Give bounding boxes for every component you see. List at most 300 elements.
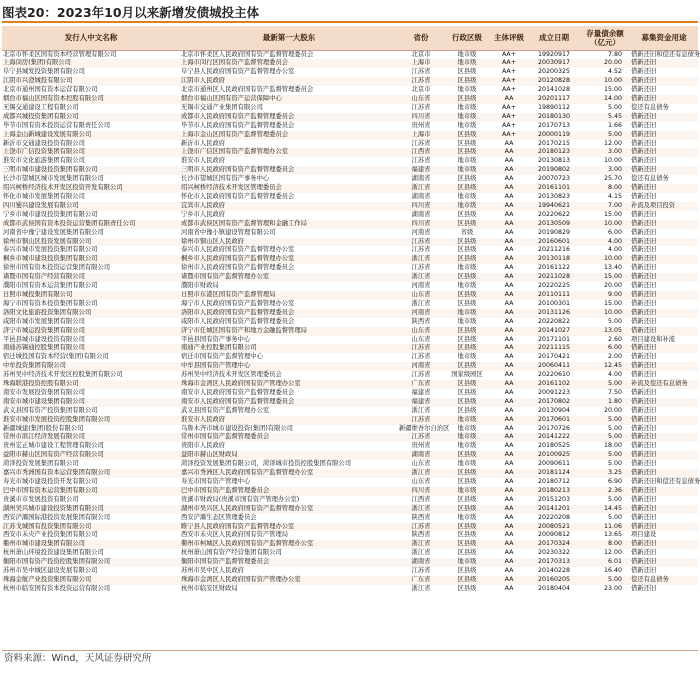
table-cell: 20130118 [528,255,580,264]
table-cell: 珠海市金湾区人民政府国有资产管理办公室 [180,576,398,585]
table-cell: 借新还旧 [631,121,657,129]
table-cell: 区县级 [457,210,477,218]
table-cell: 省级 [460,228,474,236]
table-cell: 江苏省 [398,344,444,353]
table-cell: 地市级 [444,416,490,425]
table-cell: 20170313 [528,558,580,567]
table-cell: AA [490,523,528,532]
table-cell: AA [504,567,514,575]
table-cell: 5.00 [607,495,622,503]
table-cell: 5.00 [580,416,630,425]
table-cell: 地市级 [444,113,490,122]
table-cell: AA [504,157,514,165]
table-cell: 广东省 [398,576,444,585]
table-row [2,291,698,300]
table-cell: AA [504,193,514,200]
table-cell: 5.45 [580,113,630,122]
table-cell: 20190802 [528,166,580,175]
table-cell: 四川省 [398,487,444,496]
table-row [2,264,698,273]
table-cell: 20171101 [537,335,571,343]
table-cell: 江苏省 [411,68,431,76]
table-row [2,86,698,95]
col-header-shareholder: 最新第一大股东 [180,26,398,50]
table-cell: 三明市城市建设投资集团有限公司 [2,166,180,175]
table-cell: 地市级 [444,202,490,211]
table-cell: 珠海联港投资控股有限公司 [2,380,180,389]
table-cell: 区县级 [444,344,490,353]
table-cell: 西安浐灞国际港投资发展集团有限公司 [3,513,111,521]
table-cell: 20091223 [537,388,571,396]
table-cell: 成都兴城投资集团有限公司 [2,113,180,122]
col-header-balance: 存量债余额（亿元） [580,26,630,50]
table-row [2,327,698,336]
table-cell: 10.00 [580,255,630,264]
table-cell: 贵阳市人民政府 [181,442,226,450]
table-cell: 借新还旧 [630,148,698,157]
table-cell: 23.00 [603,584,622,592]
table-cell: 山东省 [411,460,431,468]
table-cell: 北京市 [411,50,431,58]
table-cell: 上海金山新城建设发展有限公司 [2,131,180,140]
table-cell: 18.00 [603,442,622,450]
table-cell: 借新还旧 [631,68,657,76]
table-cell: 4.00 [607,371,622,379]
table-cell: 区县级 [444,469,490,478]
table-row [2,460,698,469]
table-cell: 江苏省 [411,103,431,111]
table-cell: 陕西省 [411,317,431,325]
table-cell: 10.00 [580,309,630,318]
table-cell: 咸阳市城市发展集团有限公司 [3,317,85,325]
table-cell: 5.00 [580,433,630,442]
table-cell: 20170215 [537,139,571,147]
table-cell: 日照市东港区国有资产监督管理局 [180,291,398,300]
table-cell: 借新还旧 [631,210,657,218]
table-cell: 淮安市人民政府 [180,416,398,425]
table-row [2,425,698,434]
table-cell: 无锡交通建设工程有限公司 [3,103,79,111]
table-cell: 乌鲁木齐市城市建设投资(集团)有限公司 [181,424,293,432]
table-row [2,549,698,558]
table-cell: 借新还旧 [630,523,698,532]
table-cell: 洛阳市人民政府国有资产监督管理委员会 [180,309,398,318]
table-cell: 宜宾市人民政府 [180,202,398,211]
table-row [2,202,698,211]
table-cell: AA [504,424,514,432]
table-cell: 湖南省 [411,175,431,183]
table-cell: 贵溪市财政局(贵溪市国有资产管理办公室) [181,495,300,503]
table-cell: 区县级 [457,531,477,539]
table-cell: 借新还旧 [631,193,657,200]
table-cell: 借新还旧 [630,113,698,122]
table-cell: 四川蜀兴建设发展有限公司 [2,202,180,211]
table-cell: 15.00 [603,299,622,307]
table-cell: AA [490,95,528,104]
table-cell: AA [504,495,514,503]
table-row [2,246,698,255]
table-cell: 江苏省 [398,77,444,86]
table-cell: 借新还旧和偿还有息债务 [631,478,700,485]
table-cell: 四川省 [398,202,444,211]
table-cell: 区县级 [444,238,490,247]
table-cell: 睢宁县人民政府国有资产监督管理办公室 [180,523,398,532]
table-cell: 珠海市金湾区人民政府国有资产管理办公室 [180,380,398,389]
table-cell: 20180123 [528,148,580,157]
table-row [2,514,698,523]
table-cell: 20230322 [537,549,571,557]
table-cell: 1.80 [580,398,630,407]
table-cell: AA [504,246,514,254]
table-cell: AA+ [490,77,528,86]
table-cell: 泰兴市人民政府国有资产监督管理办公室 [181,246,295,254]
table-cell: 6.01 [580,558,630,567]
table-cell: 19920917 [537,50,571,58]
table-cell: 湖州市吴兴区人民政府国有资产监督管理办公室 [180,505,398,514]
table-cell: 借新还旧 [631,442,657,450]
table-cell: 3.00 [580,148,630,157]
table-cell: 山东省 [411,335,431,343]
table-row [2,175,698,184]
table-cell: 区县级 [444,148,490,157]
table-row [2,77,698,86]
table-cell: AA [504,175,514,183]
table-cell: 浙江省 [398,469,444,478]
table-cell: 9.00 [580,291,630,300]
table-cell: 宁乡市城市建设投资集团有限公司 [3,210,98,218]
table-cell: 5.00 [580,451,630,460]
table-row [2,416,698,425]
table-cell: 借新还旧 [630,398,698,407]
table-cell: 衢州市城市建设集团有限公司 [2,540,180,549]
table-cell: AA [504,549,514,557]
table-cell: 借新还旧 [631,460,657,468]
table-cell: 10.00 [603,157,622,165]
table-cell: 6.00 [607,228,622,236]
table-cell: 四川省 [398,113,444,122]
table-cell: 16.40 [603,567,622,575]
table-cell: 借新还旧 [630,255,698,264]
table-row [2,273,698,282]
table-cell: 20131126 [528,309,580,318]
table-cell: 武义县国有资产监督管理办公室 [181,406,270,414]
table-cell: 20180404 [537,584,571,592]
table-cell: 借新还旧 [630,416,698,425]
table-cell: 地市级 [457,424,477,432]
table-cell: 南安市城市建设集团有限公司 [2,398,180,407]
col-header-province: 省份 [398,26,444,50]
source-note: 资料来源：Wind，天风证券研究所 [4,653,152,664]
table-cell: 20161102 [528,380,580,389]
table-cell: 20170601 [528,416,580,425]
table-cell: 三明市人民政府国有资产监督管理委员会 [180,166,398,175]
table-cell: 四川省 [398,220,444,229]
table-cell: 20170726 [537,424,571,432]
table-cell: 江苏省 [411,371,431,379]
table-cell: 借新还旧 [630,433,698,442]
table-cell: 巴中市国有资产监督管理委员会 [180,487,398,496]
table-cell: 江苏省 [398,433,444,442]
table-cell: 衡阳市国有资产投资控股集团有限公司 [2,558,180,567]
table-cell: 区县级 [444,398,490,407]
table-cell: 区县级 [457,246,477,254]
table-cell: 区县级 [444,77,490,86]
table-cell: 福建省 [398,166,444,175]
table-cell: 区县级 [444,523,490,532]
table-cell: 诸暨市国有资产监督管理办公室 [180,273,398,282]
table-cell: 新沂市交通建设投资有限公司 [3,139,85,147]
table-row [2,50,698,59]
table-cell: 10.00 [580,77,630,86]
table-cell: 济宁市任城区国有资产和地方金融监督管理局 [180,327,398,336]
table-cell: 5.00 [580,131,630,140]
table-cell: 江苏省 [398,523,444,532]
table-cell: 江苏省 [411,567,431,575]
table-cell: 借新还旧 [631,549,657,557]
table-cell: AA [490,576,528,585]
table-cell: 12.00 [603,549,622,557]
table-cell: 河南省 [411,228,431,236]
table-cell: 20141222 [528,433,580,442]
table-cell: 20170802 [528,398,580,407]
table-row [2,318,698,327]
table-row [2,59,698,68]
table-cell: 山东省 [411,478,431,485]
table-cell: 20100301 [537,299,571,307]
table-cell: 上饶市广信投资集团有限公司 [2,148,180,157]
table-row [2,567,698,576]
table-row [2,157,698,166]
table-cell: 借新还旧 [630,505,698,514]
table-cell: 地市级 [457,193,477,200]
table-cell: 宿迁城投国有资本经营(集团)有限公司 [3,353,109,361]
table-cell: 借新还旧 [630,166,698,175]
table-cell: 20140228 [537,567,571,575]
table-cell: 徐州市人民政府国有资产监督管理委员会 [181,264,295,272]
table-row [2,229,698,238]
table-cell: 毕节市国有资本投资运营有限责任公司 [3,121,111,129]
table-cell: 湖南省 [411,193,431,200]
table-cell: 浙江省 [398,505,444,514]
table-cell: AA [490,558,528,567]
table-cell: 5.00 [607,513,622,521]
table-cell: AA [504,513,514,521]
table-cell: 3.00 [580,166,630,175]
table-cell: 15.00 [603,86,622,94]
table-cell: AA [490,238,528,247]
table-cell: AA [504,406,514,414]
table-cell: 4.15 [607,193,622,200]
table-cell: AA [490,291,528,300]
table-cell: 区县级 [444,327,490,336]
table-cell: 19890112 [537,103,571,111]
table-cell: 13.05 [580,327,630,336]
table-cell: 浙江省 [398,255,444,264]
table-cell: 借新还旧 [630,59,698,68]
table-cell: 13.65 [603,531,622,539]
table-cell: AA+ [501,68,517,76]
table-cell: 12.00 [603,139,622,147]
table-cell: 北京市通州区人民政府国有资产监督管理委员会 [181,86,314,94]
table-cell: 借新还旧 [630,558,698,567]
table-cell: 浙江省 [398,540,444,549]
col-header-use-of-funds: 募集资金用途 [630,26,698,50]
table-cell: 借新还旧 [630,451,698,460]
table-cell: 借新还旧 [630,131,698,140]
table-cell: 15.00 [580,273,630,282]
table-cell: 山东省 [398,327,444,336]
table-cell: 中牟投资集团有限公司 [2,362,180,371]
table-cell: 杭州萧山环境投资建设集团有限公司 [3,549,104,557]
table-cell: 菏泽投资发展集团有限公司，菏泽城市投资控股集团有限公司 [181,460,352,468]
table-cell: AA [490,416,528,425]
table-cell: 区县级 [457,406,477,414]
table-cell: 福建省 [411,388,431,396]
table-row [2,122,698,131]
table-cell: 20211115 [528,344,580,353]
table-cell: 项目建设和补流 [631,335,676,343]
table-cell: 20141028 [537,86,571,94]
table-cell: 20151203 [537,495,571,503]
table-cell: 借新还旧 [630,362,698,371]
table-cell: 江西省 [398,148,444,157]
col-header-admin-level: 行政区级 [444,26,490,50]
table-cell: 补流及偿还有息债务 [630,380,698,389]
issuer-table-container [2,26,698,594]
table-header-row [2,26,698,50]
table-cell: 20110111 [528,291,580,300]
table-cell: 河南省 [398,362,444,371]
table-cell: 借新还旧 [630,77,698,86]
table-cell: 濮阳市财政局 [181,282,219,290]
table-cell: 20090812 [537,531,571,539]
table-cell: 20141201 [528,505,580,514]
table-row [2,140,698,149]
table-row [2,353,698,362]
table-cell: 菏泽投资发展集团有限公司 [3,460,79,468]
table-cell: 贵州省 [411,442,431,450]
table-cell: 平邑县城市建设投资有限公司 [3,335,85,343]
table-cell: 借新还旧 [631,513,657,521]
table-cell: AA [504,210,514,218]
table-cell: AA [504,460,514,468]
table-cell: 地市级 [457,103,477,111]
table-cell: 地市级 [457,86,477,94]
table-cell: 20181124 [528,469,580,478]
table-cell: 珠海金航产业投资集团有限公司 [2,576,180,585]
table-cell: 1.66 [607,121,622,129]
table-cell: 5.00 [580,380,630,389]
table-body [2,50,698,594]
table-cell: 区县级 [444,255,490,264]
table-cell: 咸阳市人民政府国有资产监督管理委员会 [181,317,295,325]
table-cell: 长沙市望城区城市发展集团有限公司 [3,175,104,183]
table-cell: 桐乡市城市建设投资集团有限公司 [2,255,180,264]
table-cell: 借新还旧和偿还有息债务 [631,50,700,58]
table-row [2,344,698,353]
table-cell: 14.45 [580,505,630,514]
table-cell: 江苏省 [398,416,444,425]
table-cell: 海宁市国有资本投资集团有限公司 [3,299,98,307]
table-cell: 地市级 [457,442,477,450]
table-cell: 地市级 [457,282,477,290]
table-cell: 河南省中豫小镇建设管理有限公司 [181,228,276,236]
table-cell: 地市级 [457,121,477,129]
table-cell: 借新还旧 [631,246,657,254]
table-cell: 借新还旧 [630,184,698,193]
table-cell: 区县级 [457,388,477,396]
table-cell: 区县级 [444,131,490,140]
table-cell: 补流及项目投资 [630,202,698,211]
table-row [2,442,698,451]
table-cell: 淮安市城市发展投资控股集团有限公司 [2,416,180,425]
table-cell: 借新还旧 [630,273,698,282]
table-cell: 寿光市国有资产管理中心 [181,478,251,485]
table-cell: 地市级 [444,309,490,318]
table-cell: AA [504,478,514,485]
table-cell: 烟台市福山区国有资产运营保障中心 [180,95,398,104]
table-cell: 河南省 [398,309,444,318]
table-cell: 江苏戈城国有投资集团有限公司 [2,523,180,532]
table-cell: 11.06 [580,523,630,532]
table-cell: AA [504,335,514,343]
table-cell: 西安市未央产业投资集团有限公司 [3,531,98,539]
table-cell: 浙江省 [398,184,444,193]
table-cell: 5.00 [607,460,622,468]
table-row [2,398,698,407]
table-cell: 怀化市人民政府国有资产监督管理委员会 [181,193,295,200]
table-cell: 20130904 [537,406,571,414]
table-cell: 淮安市文化旅游集团有限公司 [3,157,85,165]
table-cell: 8.00 [580,540,630,549]
table-cell: AA [490,380,528,389]
table-cell: 浙江省 [411,406,431,414]
table-cell: 新疆城建(集团)股份有限公司 [3,424,84,432]
table-cell: 上海市 [398,59,444,68]
table-cell: 5.00 [607,424,622,432]
table-cell: 绍兴柯桥经济技术开发区投资开发有限公司 [2,184,180,193]
table-cell: 上海市 [398,131,444,140]
table-cell: 衡阳市国有资产监督管理委员会 [180,558,398,567]
table-cell: 20180130 [528,113,580,122]
table-cell: 浙江省 [411,584,431,592]
table-cell: 江苏省 [411,157,431,165]
table-row [2,193,698,202]
table-cell: AA [504,442,514,450]
table-cell: 新沂市人民政府 [181,139,226,147]
table-cell: 江苏省 [411,264,431,272]
table-cell: 南通产业控股集团有限公司 [180,344,398,353]
table-cell: 区县级 [444,184,490,193]
table-cell: 常州市滨江经济发展有限公司 [2,433,180,442]
table-cell: 20211216 [537,246,571,254]
table-row [2,309,698,318]
table-row [2,166,698,175]
table-cell: 7.50 [607,388,622,396]
table-cell: AA+ [501,50,517,58]
table-cell: 偿还有息债务 [631,103,669,111]
table-cell: 20000119 [528,131,580,140]
table-cell: 区县级 [457,175,477,183]
table-cell: AA [490,309,528,318]
table-cell: 湖州吴兴城市建设投资集团有限公司 [2,505,180,514]
table-cell: 4.52 [607,68,622,76]
table-cell: 区县级 [444,576,490,585]
table-cell: 项目建设 [631,531,657,539]
table-cell: 20170324 [528,540,580,549]
table-cell: 北京市 [411,86,431,94]
table-cell: 3.25 [580,469,630,478]
